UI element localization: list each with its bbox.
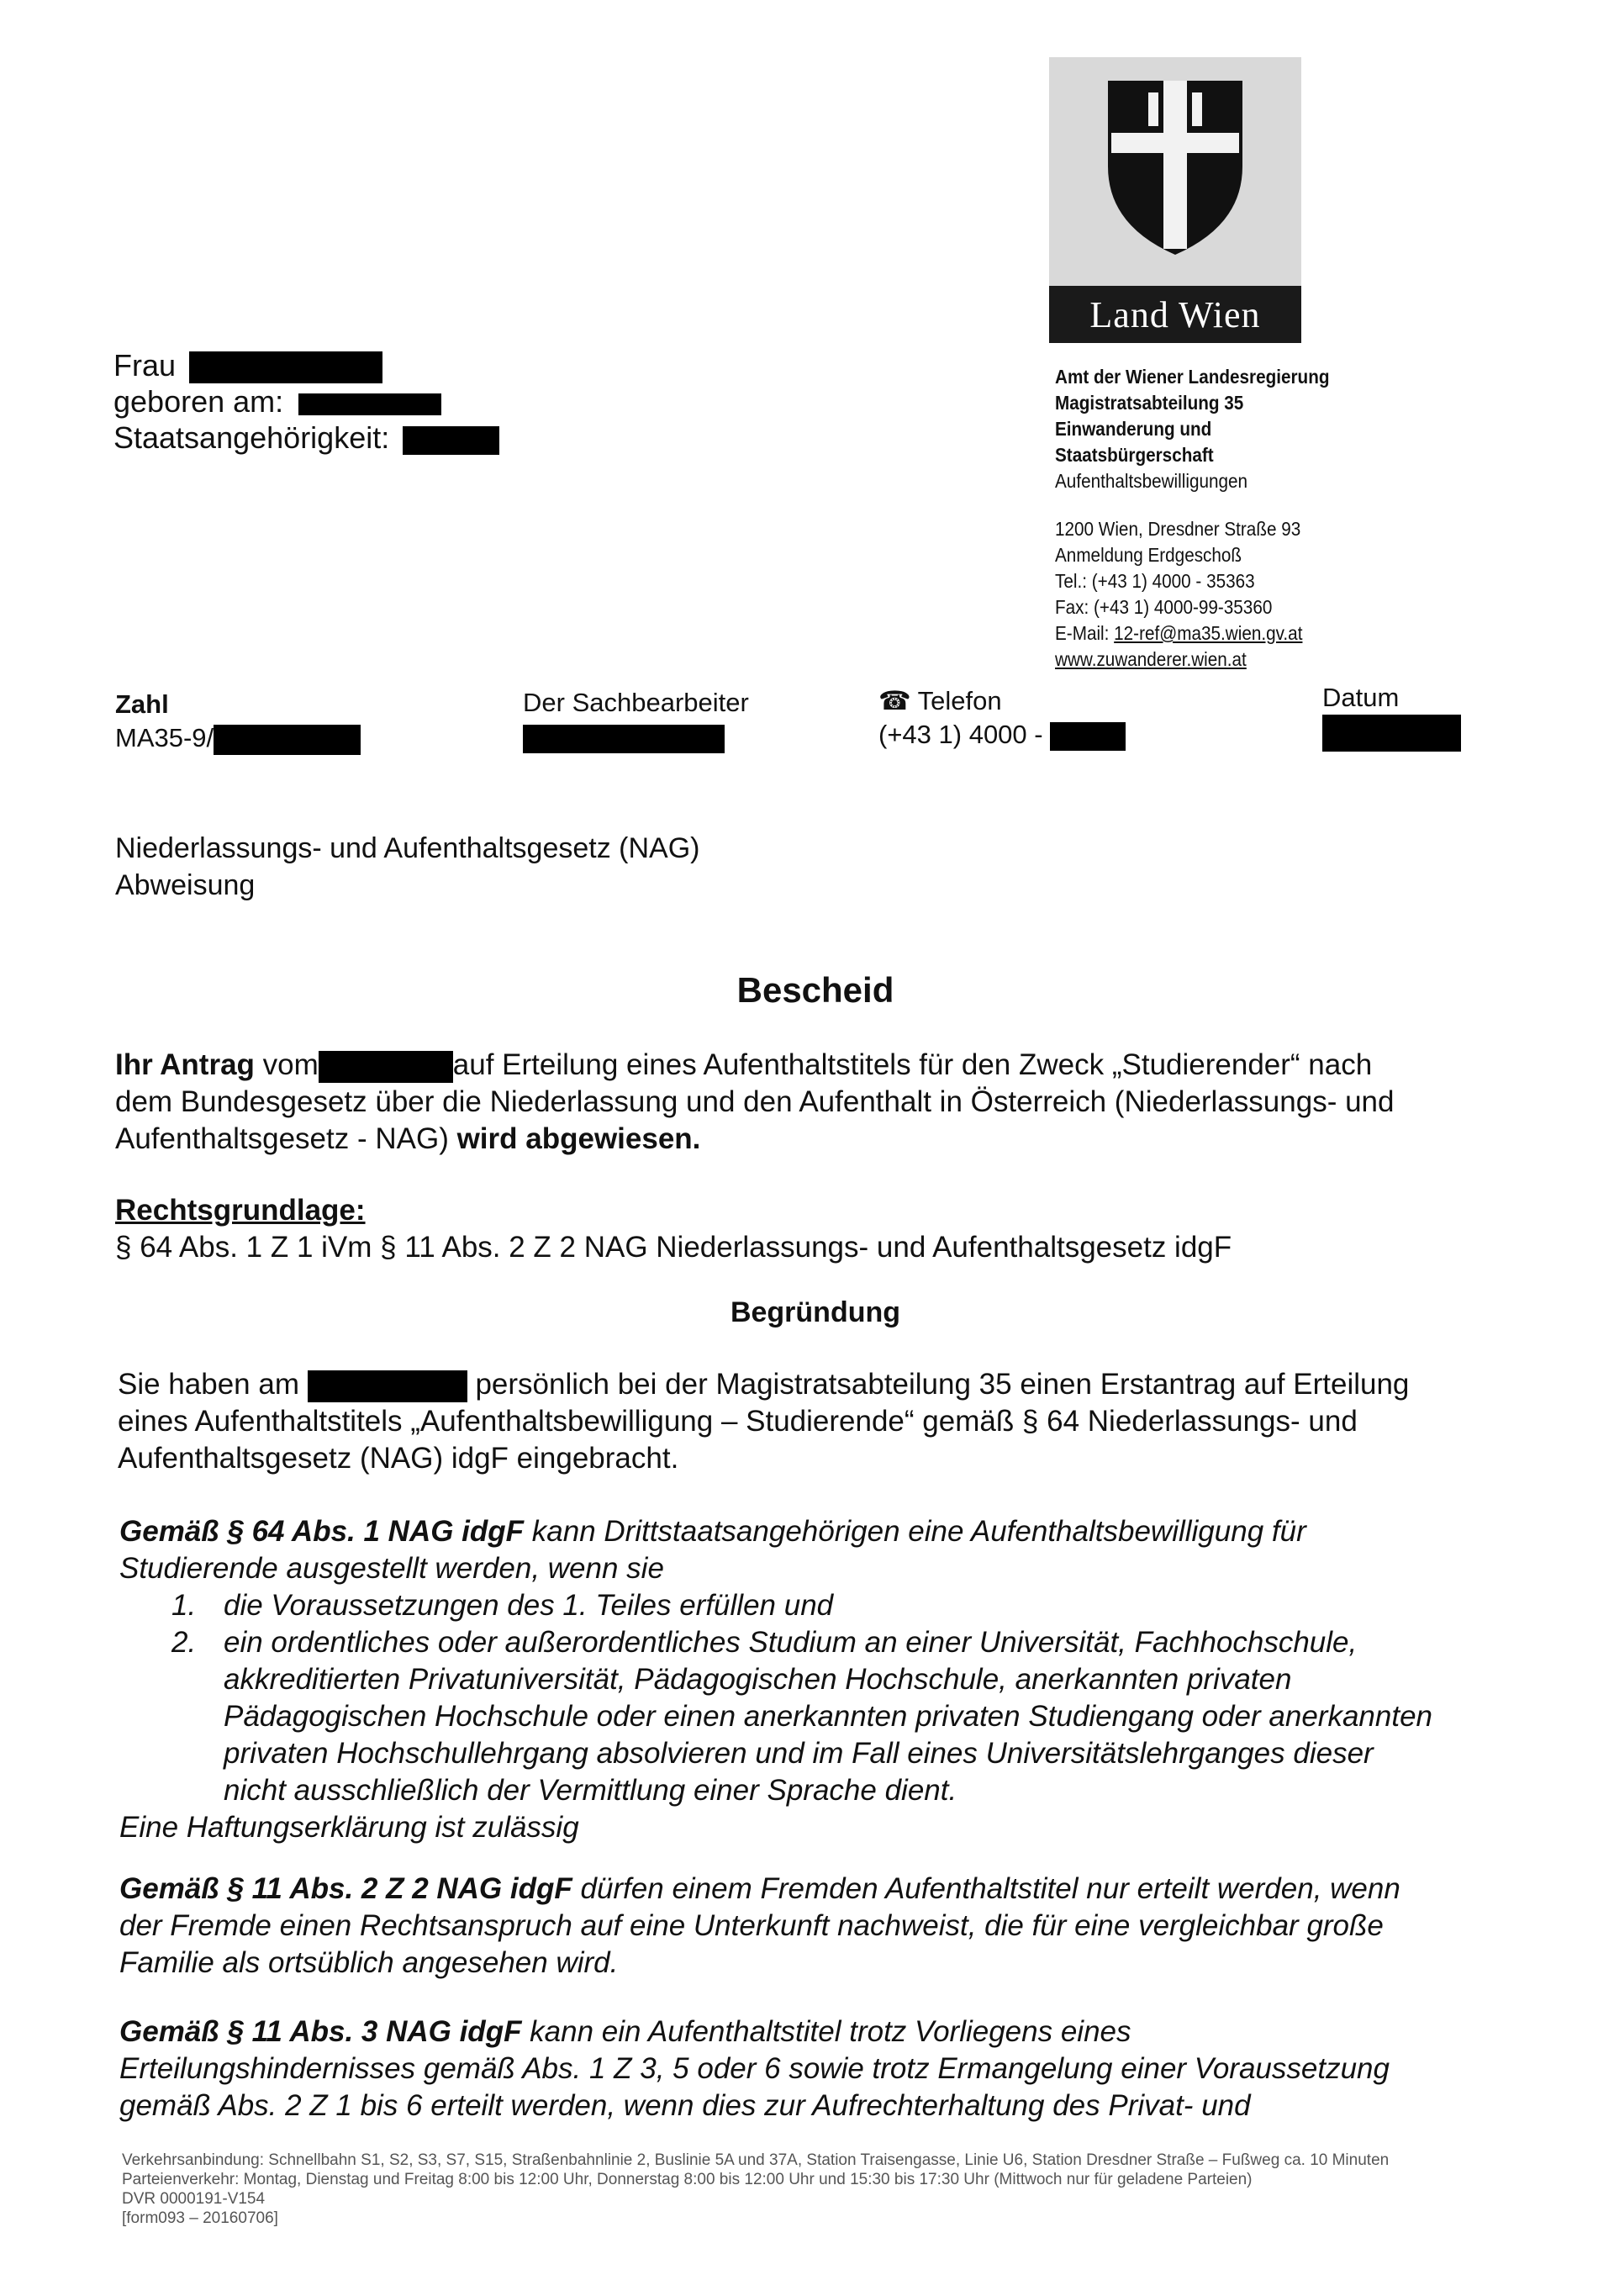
nationality-label: Staatsangehörigkeit:: [113, 420, 390, 456]
p4-line2: Erteilungshindernisses gemäß Abs. 1 Z 3, 5 oder 6 sowie trotz Ermangelung einer Voraussetzung: [119, 2052, 1390, 2085]
subject-line2: Abweisung: [115, 869, 256, 901]
city-logo: [1049, 57, 1301, 343]
item2-line5: nicht ausschließlich der Vermittlung einer Sprache dient.: [224, 1774, 957, 1807]
footer-transport: Verkehrsanbindung: Schnellbahn S1, S2, S3, S7, S15, Straßenbahnlinie 2, Buslinie 5A und 37A, Station Traisengasse, Linie U6, Station Dresdner Straße – Fußweg ca. 10 Minuten: [122, 2151, 1390, 2169]
redacted-application-date: [319, 1051, 453, 1083]
authority-block: [1055, 364, 1358, 673]
p4-line3: gemäß Abs. 2 Z 1 bis 6 erteilt werden, wenn dies zur Aufrechterhaltung des Privat- und: [119, 2089, 1251, 2122]
p1-line1: persönlich bei der Magistratsabteilung 35 einen Erstantrag auf Erteilung: [475, 1368, 1410, 1401]
subject: [115, 830, 699, 904]
email-link[interactable]: 12-ref@ma35.wien.gv.at: [1114, 622, 1303, 644]
authority-line2: Magistratsabteilung 35: [1055, 392, 1244, 414]
p1-line2: eines Aufenthaltstitels „Aufenthaltsbewilligung – Studierende“ gemäß § 64 Niederlassungs- und: [118, 1405, 1358, 1438]
clerk-label: Der Sachbearbeiter: [523, 688, 749, 717]
p1-line3: Aufenthaltsgesetz (NAG) idgF eingebracht.: [118, 1442, 679, 1475]
redacted-zahl: [214, 725, 361, 755]
p4-line1: kann ein Aufenthaltstitel trotz Vorliegens eines: [521, 2015, 1131, 2048]
p3-line3: Familie als ortsüblich angesehen wird.: [119, 1946, 619, 1979]
item1-text: die Voraussetzungen des 1. Teiles erfüllen und: [224, 1589, 834, 1622]
redacted-nationality: [403, 426, 499, 455]
redacted-name: [189, 351, 382, 383]
decision-vom: vom: [254, 1048, 319, 1081]
title-wrap: [0, 970, 1614, 1011]
legal-basis-text: § 64 Abs. 1 Z 1 iVm § 11 Abs. 2 Z 2 NAG Niederlassungs- und Aufenthaltsgesetz idgF: [115, 1231, 1232, 1264]
phone-block: [878, 686, 1126, 751]
p4-law-ref: Gemäß § 11 Abs. 3 NAG idgF: [119, 2015, 522, 2048]
p3-line1: dürfen einem Fremden Aufenthaltstitel nur erteilt werden, wenn: [572, 1872, 1400, 1905]
p2-closing: Eine Haftungserklärung ist zulässig: [119, 1811, 579, 1844]
subject-line1: Niederlassungs- und Aufenthaltsgesetz (NAG): [115, 832, 700, 864]
zahl-label: Zahl: [115, 689, 169, 719]
item2-line3: Pädagogischen Hochschule oder einen anerkannten privaten Studiengang oder anerkannten: [224, 1700, 1433, 1733]
p3-line2: der Fremde einen Rechtsanspruch auf eine Unterkunft nachweist, die für eine vergleichbar große: [119, 1909, 1384, 1942]
redacted-date: [1322, 715, 1461, 752]
recipient-salutation: Frau: [113, 348, 177, 383]
reasoning-paragraph-4: [119, 2014, 1548, 2124]
footer-dvr: DVR 0000191-V154: [122, 2190, 266, 2208]
legal-basis-heading: Rechtsgrundlage:: [115, 1194, 366, 1227]
birth-label: geboren am:: [113, 384, 284, 420]
decision-lead: Ihr Antrag: [115, 1048, 255, 1081]
reasoning-paragraph-1: [118, 1366, 1513, 1477]
p2-law-ref: Gemäß § 64 Abs. 1 NAG idgF: [119, 1515, 525, 1548]
redacted-phone: [1050, 722, 1126, 751]
authority-line3: Einwanderung und Staatsbürgerschaft: [1055, 418, 1214, 466]
item2-line2: akkreditierten Privatuniversität, Pädagogischen Hochschule, anerkannten privaten: [224, 1663, 1292, 1696]
date-label: Datum: [1322, 683, 1400, 712]
decision-line3: Aufenthaltsgesetz - NAG): [115, 1122, 457, 1155]
reasoning-paragraph-3: [119, 1871, 1548, 1982]
authority-address: 1200 Wien, Dresdner Straße 93: [1055, 518, 1301, 540]
authority-tel: Tel.: (+43 1) 4000 - 35363: [1055, 570, 1255, 592]
clerk-block: [523, 688, 749, 753]
p1-start: Sie haben am: [118, 1368, 299, 1401]
decision-line2: dem Bundesgesetz über die Niederlassung und den Aufenthalt in Österreich (Niederlassungs- und: [115, 1085, 1395, 1118]
redacted-submission-date: [308, 1370, 467, 1402]
authority-line1: Amt der Wiener Landesregierung: [1055, 366, 1330, 388]
phone-label: ☎ Telefon: [878, 686, 1002, 715]
date-block: [1322, 683, 1461, 752]
item2-line4: privaten Hochschullehrgang absolvieren und im Fall eines Universitätslehrganges dieser: [224, 1737, 1374, 1770]
reasoning-paragraph-2: [119, 1513, 1548, 1846]
authority-registration: Anmeldung Erdgeschoß: [1055, 544, 1242, 566]
zahl-value: MA35-9/: [115, 723, 214, 752]
phone-value: (+43 1) 4000 -: [878, 720, 1043, 749]
footer-hours: Parteienverkehr: Montag, Dienstag und Freitag 8:00 bis 12:00 Uhr, Donnerstag 8:00 bis 12:00 Uhr und 15:30 bis 17:30 Uhr (Mittwoch nur für geladene Parteien): [122, 2171, 1253, 2188]
reasoning-heading: Begründung: [730, 1296, 901, 1328]
decision-verdict: wird abgewiesen.: [456, 1122, 701, 1155]
decision-paragraph: [115, 1047, 1511, 1158]
authority-line4: Aufenthaltsbewilligungen: [1055, 470, 1248, 492]
vienna-coat-of-arms-icon: [1100, 74, 1251, 259]
item1-number: 1.: [171, 1589, 197, 1622]
p3-law-ref: Gemäß § 11 Abs. 2 Z 2 NAG idgF: [119, 1872, 572, 1905]
p2-line1: kann Drittstaatsangehörigen eine Aufenthaltsbewilligung für: [524, 1515, 1306, 1548]
item2-line1: ein ordentliches oder außerordentliches Studium an einer Universität, Fachhochschule,: [224, 1626, 1358, 1659]
footer-form-id: [form093 – 20160706]: [122, 2209, 278, 2227]
email-label: E-Mail:: [1055, 622, 1115, 644]
redacted-birthdate: [298, 393, 441, 415]
item2-number: 2.: [171, 1626, 197, 1659]
zahl-block: [115, 689, 361, 755]
legal-basis: [115, 1192, 1511, 1266]
footer: [122, 2151, 1585, 2228]
recipient-block: [113, 347, 499, 456]
document-title: Bescheid: [736, 970, 894, 1010]
p2-line2: Studierende ausgestellt werden, wenn sie: [119, 1552, 664, 1585]
logo-text: Land Wien: [1089, 293, 1261, 335]
authority-fax: Fax: (+43 1) 4000-99-35360: [1055, 596, 1273, 618]
website-link[interactable]: www.zuwanderer.wien.at: [1055, 648, 1247, 670]
redacted-clerk: [523, 725, 725, 753]
decision-line1: auf Erteilung eines Aufenthaltstitels für den Zweck „Studierender“ nach: [452, 1048, 1373, 1081]
